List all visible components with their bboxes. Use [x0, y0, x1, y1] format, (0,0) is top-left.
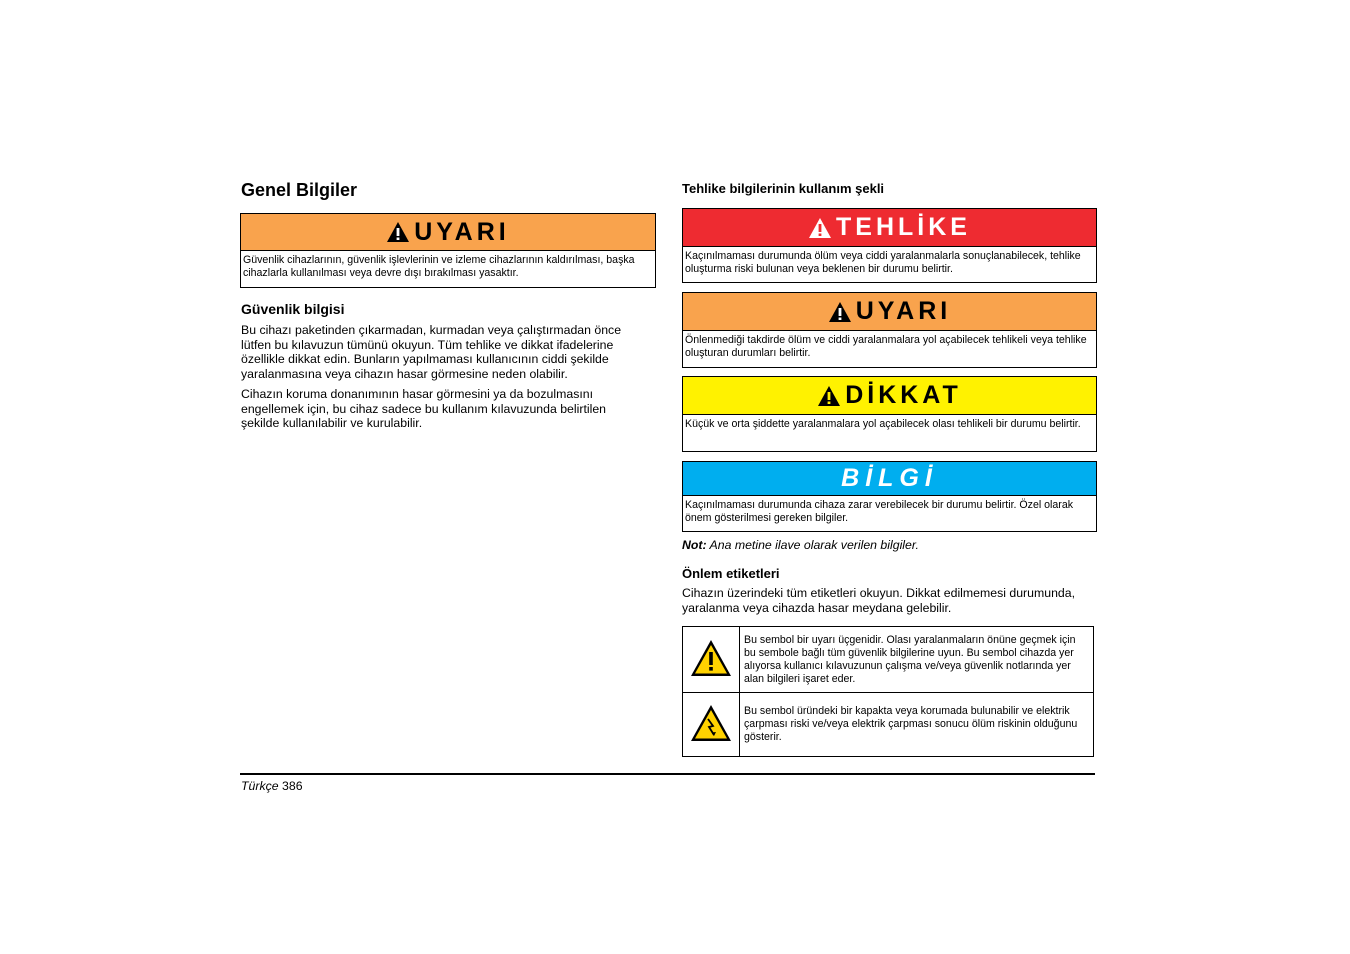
danger-word: TEHLİKE: [836, 213, 971, 241]
labels-heading: Önlem etiketleri: [682, 566, 780, 581]
page-number: 386: [278, 779, 303, 793]
label-icon-cell: [683, 627, 740, 693]
warning-header-right: [683, 293, 1096, 331]
warning-word: UYARI: [414, 217, 510, 246]
safety-heading: Güvenlik bilgisi: [241, 301, 345, 317]
warning-word-right: UYARI: [855, 297, 952, 325]
label-text-cell: Bu sembol bir uyarı üçgenidir. Olası yaralanmaların önüne geçmek için bu sembole bağlı tüm güvenlik bilgilerine uyun. Bu sembol cihazda yer alıyorsa kullanıcı kılavuzunun çalışma ve/veya güvenlik notlarında yer alan bilgileri işaret eder.: [740, 627, 1094, 693]
note-text: Ana metine ilave olarak verilen bilgiler.: [706, 538, 919, 552]
label-icon-cell: [683, 693, 740, 757]
labels-paragraph: Cihazın üzerindeki tüm etiketleri okuyun. Dikkat edilmemesi durumunda, yaralanma veya cihazda hasar meydana gelebilir.: [682, 586, 1075, 615]
footer-language: Türkçe: [241, 779, 279, 793]
caution-box: [682, 376, 1097, 452]
note-label: Not:: [682, 538, 707, 552]
danger-text: Kaçınılmaması durumunda ölüm veya ciddi yaralanmalarla sonuçlanabilecek, tehlike oluşturma riski bulunan veya beklenen bir durumu belirtir.: [685, 250, 1081, 275]
danger-triangle-icon: [808, 217, 832, 239]
warning-text: Güvenlik cihazlarının, güvenlik işlevlerinin ve izleme cihazlarının kaldırılması, başka cihazlarla kullanılması veya devre dışı bırakılması yasaktır.: [243, 254, 635, 279]
caution-text: Küçük ve orta şiddette yaralanmalara yol açabilecek olası tehlikeli bir durumu belirtir.: [685, 418, 1081, 430]
safety-paragraph-2: Cihazın koruma donanımının hasar görmesini ya da bozulmasını engellemek için, bu cihaz sadece bu kullanım kılavuzunda belirtilen şekilde kullanılabilir ve kurulabilir.: [241, 387, 607, 430]
notice-word: BİLGİ: [841, 464, 938, 492]
safety-paragraph-1: Bu cihazı paketinden çıkarmadan, kurmadan veya çalıştırmadan önce lütfen bu kılavuzun tümünü okuyun. Tüm tehlike ve dikkat ifadelerine özellikle dikkat edin. Bunların yapılmaması kullanıcının ciddi şekilde yaralanmasına veya cihazın hasar görmesine neden olabilir.: [241, 323, 622, 381]
table-row: [683, 693, 1094, 757]
notice-box: [682, 461, 1097, 532]
warning-box-left: [240, 213, 656, 288]
danger-header: [683, 209, 1096, 247]
warning-text-right: Önlenmediği takdirde ölüm ve ciddi yaralanmalara yol açabilecek tehlikeli veya tehlike oluşturan durumları belirtir.: [685, 334, 1087, 359]
caution-triangle-icon: [817, 385, 841, 407]
warning-box-right: [682, 292, 1097, 368]
hazard-usage-heading: Tehlike bilgilerinin kullanım şekli: [682, 181, 885, 196]
label-text-cell: Bu sembol üründeki bir kapakta veya korumada bulunabilir ve elektrik çarpması riski ve/veya elektrik çarpması sonucu ölüm riskinin olduğunu gösterir.: [740, 693, 1094, 757]
danger-box: [682, 208, 1097, 283]
warning-triangle-icon: [386, 221, 410, 243]
caution-header: [683, 377, 1096, 415]
electric-shock-icon: [689, 703, 733, 743]
footer: [241, 779, 303, 793]
note-line: [682, 538, 919, 553]
caution-word: DİKKAT: [845, 381, 962, 409]
table-row: [683, 627, 1094, 693]
warning-triangle-icon: [689, 638, 733, 678]
notice-header: [683, 462, 1096, 496]
notice-text: Kaçınılmaması durumunda cihaza zarar verebilecek bir durumu belirtir. Özel olarak önem gösterilmesi gereken bilgiler.: [685, 499, 1074, 524]
footer-rule: [240, 773, 1095, 775]
labels-table: [682, 626, 1094, 757]
page-title: Genel Bilgiler: [241, 180, 358, 200]
warning-triangle-icon: [828, 301, 852, 323]
warning-header: [241, 214, 655, 251]
